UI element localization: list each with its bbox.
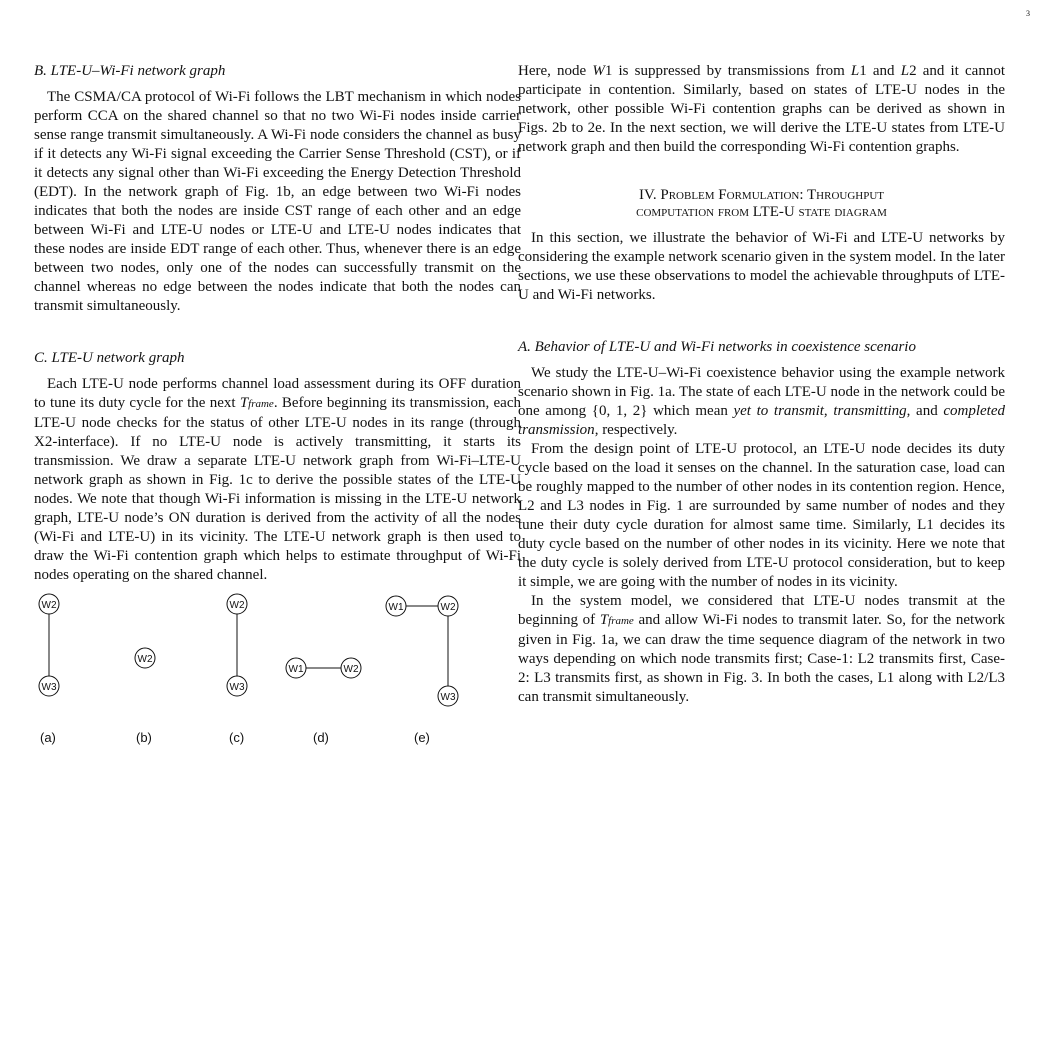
section-a-paragraph-1 bbox=[518, 364, 1005, 440]
figure-label-a: (a) bbox=[40, 730, 56, 745]
math-num: 1 bbox=[604, 63, 613, 79]
svg-text:W3: W3 bbox=[41, 682, 57, 693]
italic-term: transmitting bbox=[833, 403, 907, 419]
text-run: and bbox=[866, 63, 901, 79]
section-c-title: C. LTE-U network graph bbox=[34, 350, 185, 366]
figure-2-contention-graphs bbox=[34, 590, 521, 770]
math-T: T bbox=[599, 612, 609, 628]
italic-term: yet to transmit bbox=[733, 403, 824, 419]
math-L: L bbox=[900, 63, 910, 79]
node-b bbox=[135, 648, 155, 668]
text-run: In the system model, we considered that LTE-U nodes transmit at the beginning of bbox=[518, 593, 1005, 628]
text-run: and allow Wi-Fi nodes to transmit later. So, for the network given in Fig. 1a, we can draw the time sequence diagram of the network in two ways depending on which node transmits first; Case-1: L2 transmits first, Case-2: L3 transmits first, as shown in Fig. 3. In both the cases, L1 along with L2/L3 can transmit simultaneously. bbox=[518, 612, 1005, 705]
svg-text:W3: W3 bbox=[440, 692, 456, 703]
node-a-top bbox=[39, 594, 59, 614]
node-e-bottom bbox=[438, 686, 458, 706]
math-L: L bbox=[850, 63, 860, 79]
node-d-left bbox=[286, 658, 306, 678]
text-run: Each LTE-U node performs channel load assessment during its OFF duration to tune its duty cycle for the next bbox=[34, 376, 521, 411]
section-a-paragraph-3 bbox=[518, 592, 1005, 707]
section-iv-paragraph: In this section, we illustrate the behavior of Wi-Fi and LTE-U networks by considering the example network scenario given in the system model. In the later sections, we use these observations to model the achievable throughputs of LTE-U and Wi-Fi networks. bbox=[518, 230, 1005, 303]
svg-text:W2: W2 bbox=[229, 600, 245, 611]
math-num: 2 bbox=[909, 63, 917, 79]
text-run: , and bbox=[906, 403, 944, 419]
page-number: 3 bbox=[1026, 9, 1030, 18]
math-T: T bbox=[239, 395, 249, 411]
svg-text:W1: W1 bbox=[388, 602, 404, 613]
section-a-title: A. Behavior of LTE-U and Wi-Fi networks in coexistence scenario bbox=[518, 339, 916, 355]
svg-text:W3: W3 bbox=[229, 682, 245, 693]
text-run: which mean bbox=[647, 403, 734, 419]
math-subscript: frame bbox=[608, 615, 634, 627]
left-column bbox=[34, 52, 521, 770]
svg-text:W2: W2 bbox=[137, 654, 153, 665]
text-run: , bbox=[823, 403, 834, 419]
figure-label-d: (d) bbox=[313, 730, 329, 745]
node-d-right bbox=[341, 658, 361, 678]
section-c-paragraph bbox=[34, 375, 521, 585]
section-iv-line1: IV. Problem Formulation: Throughput bbox=[638, 187, 885, 203]
intro-paragraph bbox=[518, 62, 1005, 157]
svg-text:W2: W2 bbox=[343, 664, 359, 675]
svg-text:W2: W2 bbox=[41, 600, 57, 611]
math-W: W bbox=[592, 63, 605, 79]
math-num: 1 bbox=[859, 63, 867, 79]
text-run: , respectively. bbox=[594, 422, 678, 438]
node-e-right bbox=[438, 596, 458, 616]
text-run: and it cannot participate in contention. Similarly, based on states of LTE-U nodes in the network, other possible Wi-Fi contention graphs can be derived as shown in Figs. 2b to 2e. In the next section, we will derive the LTE-U states from LTE-U network graph and then build the corresponding Wi-Fi contention graphs. bbox=[518, 63, 1005, 155]
italic-term: completed transmission bbox=[518, 403, 1005, 438]
text-run: We study the LTE-U–Wi-Fi coexistence behavior using the example network scenario shown in Fig. 1a. The state of each LTE-U node in the network could be one among bbox=[518, 365, 1005, 419]
node-c-bottom bbox=[227, 676, 247, 696]
svg-text:W1: W1 bbox=[288, 664, 304, 675]
math-set: {0, 1, 2} bbox=[591, 403, 648, 419]
svg-text:W2: W2 bbox=[440, 602, 456, 613]
text-run: Here, node bbox=[518, 63, 593, 79]
section-iv-heading bbox=[518, 187, 1005, 221]
figure-label-e: (e) bbox=[414, 730, 430, 745]
section-b-title: B. LTE-U–Wi-Fi network graph bbox=[34, 63, 226, 79]
section-iv-line2: computation from LTE-U state diagram bbox=[636, 204, 887, 220]
section-b-paragraph: The CSMA/CA protocol of Wi-Fi follows the LBT mechanism in which nodes perform CCA on the shared channel so that no two Wi-Fi nodes inside carrier sense range transmit simultaneously. A Wi-Fi node considers the channel as busy if it detects any Wi-Fi signal exceeding the Carrier Sense Threshold (CST), or if it detects any signal other than Wi-Fi exceeding the Energy Detection Threshold (EDT). In the network graph of Fig. 1b, an edge between two Wi-Fi nodes indicates that both the nodes are inside CST range of each other and an edge between Wi-Fi and LTE-U nodes or LTE-U and LTE-U nodes indicates that these nodes are inside EDT range of each other. Thus, whenever there is an edge between two nodes, only one of the nodes can successfully transmit on the channel whereas no edge between the nodes indicate that both the nodes can transmit simultaneously. bbox=[34, 89, 521, 314]
text-run: is suppressed by transmissions from bbox=[612, 63, 851, 79]
math-subscript: frame bbox=[248, 398, 274, 410]
node-a-bottom bbox=[39, 676, 59, 696]
figure-label-b: (b) bbox=[136, 730, 152, 745]
section-a-paragraph-2: From the design point of LTE-U protocol, an LTE-U node decides its duty cycle based on the load it senses on the channel. In the saturation case, load can be roughly mapped to the number of other nodes in its contention region. Hence, L2 and L3 nodes in Fig. 1 are surrounded by same number of nodes and they tune their duty cycle duration for almost same time. Similarly, L1 decides its duty cycle based on the number of other nodes in its vicinity. Here we note that the duty cycle is solely derived from LTE-U protocol consideration, but to keep it simple, we are going with the number of nodes in its vicinity. bbox=[518, 441, 1005, 590]
text-run: . Before beginning its transmission, each LTE-U node checks for the status of other LTE-U nodes in its range (through X2-interface). If no LTE-U node is actively transmitting, it starts its transmission. We draw a separate LTE-U network graph from Wi-Fi–LTE-U network graph as shown in Fig. 1c to derive the possible states of the LTE-U nodes. We note that though Wi-Fi information is missing in the LTE-U network graph, LTE-U node’s ON duration is derived from the activity of all the nodes (Wi-Fi and LTE-U) in its vicinity. The LTE-U network graph is then used to draw the Wi-Fi contention graph which helps to estimate throughput of Wi-Fi nodes operating on the shared channel. bbox=[34, 395, 521, 583]
figure-graph-svg bbox=[34, 590, 521, 770]
node-e-left bbox=[386, 596, 406, 616]
node-c-top bbox=[227, 594, 247, 614]
right-column bbox=[518, 52, 1005, 707]
figure-label-c: (c) bbox=[229, 730, 245, 745]
